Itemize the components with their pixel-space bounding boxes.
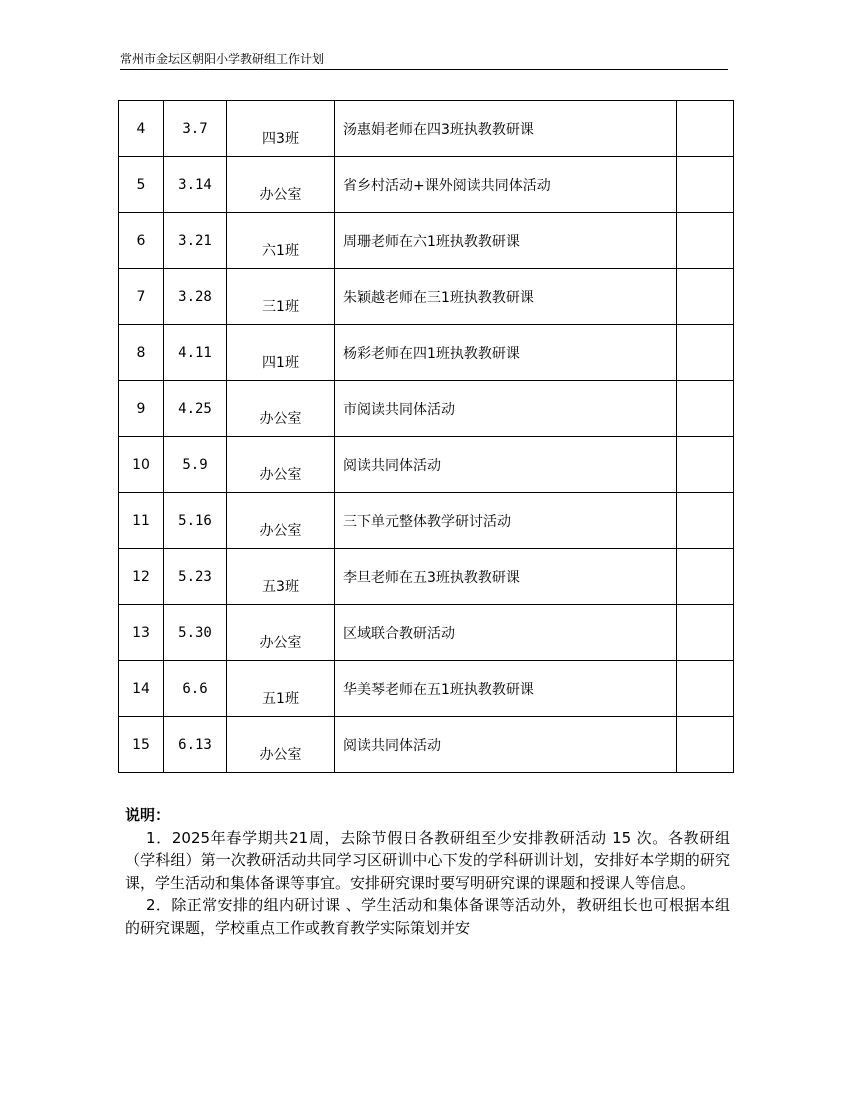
table-row [119,269,734,325]
remarks-cell [677,493,734,549]
location-cell: 五1班 [227,661,335,717]
location-cell: 五3班 [227,549,335,605]
table-row [119,717,734,773]
row-number-cell: 6 [119,213,164,269]
activity-content-cell: 朱颖越老师在三1班执教教研课 [335,269,677,325]
notes-section [125,804,730,939]
table-row [119,325,734,381]
date-cell: 3.14 [164,157,227,213]
remarks-cell [677,213,734,269]
date-cell: 3.28 [164,269,227,325]
row-number-cell: 11 [119,493,164,549]
table-row [119,157,734,213]
notes-title: 说明： [125,806,171,824]
row-number-cell: 9 [119,381,164,437]
remarks-cell [677,157,734,213]
date-cell: 5.30 [164,605,227,661]
row-number-cell: 10 [119,437,164,493]
location-cell: 办公室 [227,157,335,213]
remarks-cell [677,605,734,661]
location-cell: 办公室 [227,717,335,773]
remarks-cell [677,269,734,325]
location-cell: 办公室 [227,437,335,493]
activity-content-cell: 华美琴老师在五1班执教教研课 [335,661,677,717]
activity-content-cell: 三下单元整体教学研讨活动 [335,493,677,549]
table-row [119,493,734,549]
location-cell: 办公室 [227,381,335,437]
remarks-cell [677,717,734,773]
schedule-table [118,100,734,773]
table-row [119,661,734,717]
table-row [119,213,734,269]
remarks-cell [677,325,734,381]
location-cell: 办公室 [227,605,335,661]
notes-paragraph-1: 1．2025年春学期共21周，去除节假日各教研组至少安排教研活动 15 次。各教研组（学科组）第一次教研活动共同学习区研训中心下发的学科研训计划，安排好本学期的研究课，学生活动和集体备课等事宜。安排研究课时要写明研究课的课题和授课人等信息。 [125,828,730,892]
activity-content-cell: 阅读共同体活动 [335,437,677,493]
activity-content-cell: 杨彩老师在四1班执教教研课 [335,325,677,381]
date-cell: 5.23 [164,549,227,605]
row-number-cell: 12 [119,549,164,605]
page-header: 常州市金坛区朝阳小学教研组工作计划 [120,52,728,70]
row-number-cell: 7 [119,269,164,325]
activity-content-cell: 市阅读共同体活动 [335,381,677,437]
remarks-cell [677,101,734,157]
activity-content-cell: 阅读共同体活动 [335,717,677,773]
row-number-cell: 14 [119,661,164,717]
table-row [119,549,734,605]
table-row [119,101,734,157]
date-cell: 4.25 [164,381,227,437]
location-cell: 办公室 [227,493,335,549]
date-cell: 5.9 [164,437,227,493]
date-cell: 3.7 [164,101,227,157]
activity-content-cell: 省乡村活动+课外阅读共同体活动 [335,157,677,213]
table-row [119,381,734,437]
row-number-cell: 15 [119,717,164,773]
location-cell: 六1班 [227,213,335,269]
activity-content-cell: 李旦老师在五3班执教教研课 [335,549,677,605]
row-number-cell: 13 [119,605,164,661]
remarks-cell [677,381,734,437]
row-number-cell: 4 [119,101,164,157]
date-cell: 4.11 [164,325,227,381]
activity-content-cell: 周珊老师在六1班执教教研课 [335,213,677,269]
row-number-cell: 5 [119,157,164,213]
table-row [119,605,734,661]
location-cell: 四3班 [227,101,335,157]
notes-paragraph-2: 2．除正常安排的组内研讨课 、学生活动和集体备课等活动外，教研组长也可根据本组的研究课题，学校重点工作或教育教学实际策划并安 [125,896,730,937]
table-row [119,437,734,493]
row-number-cell: 8 [119,325,164,381]
schedule-table-body [119,101,734,773]
date-cell: 6.6 [164,661,227,717]
date-cell: 5.16 [164,493,227,549]
location-cell: 四1班 [227,325,335,381]
location-cell: 三1班 [227,269,335,325]
date-cell: 6.13 [164,717,227,773]
remarks-cell [677,661,734,717]
remarks-cell [677,549,734,605]
date-cell: 3.21 [164,213,227,269]
activity-content-cell: 汤惠娟老师在四3班执教教研课 [335,101,677,157]
activity-content-cell: 区域联合教研活动 [335,605,677,661]
remarks-cell [677,437,734,493]
